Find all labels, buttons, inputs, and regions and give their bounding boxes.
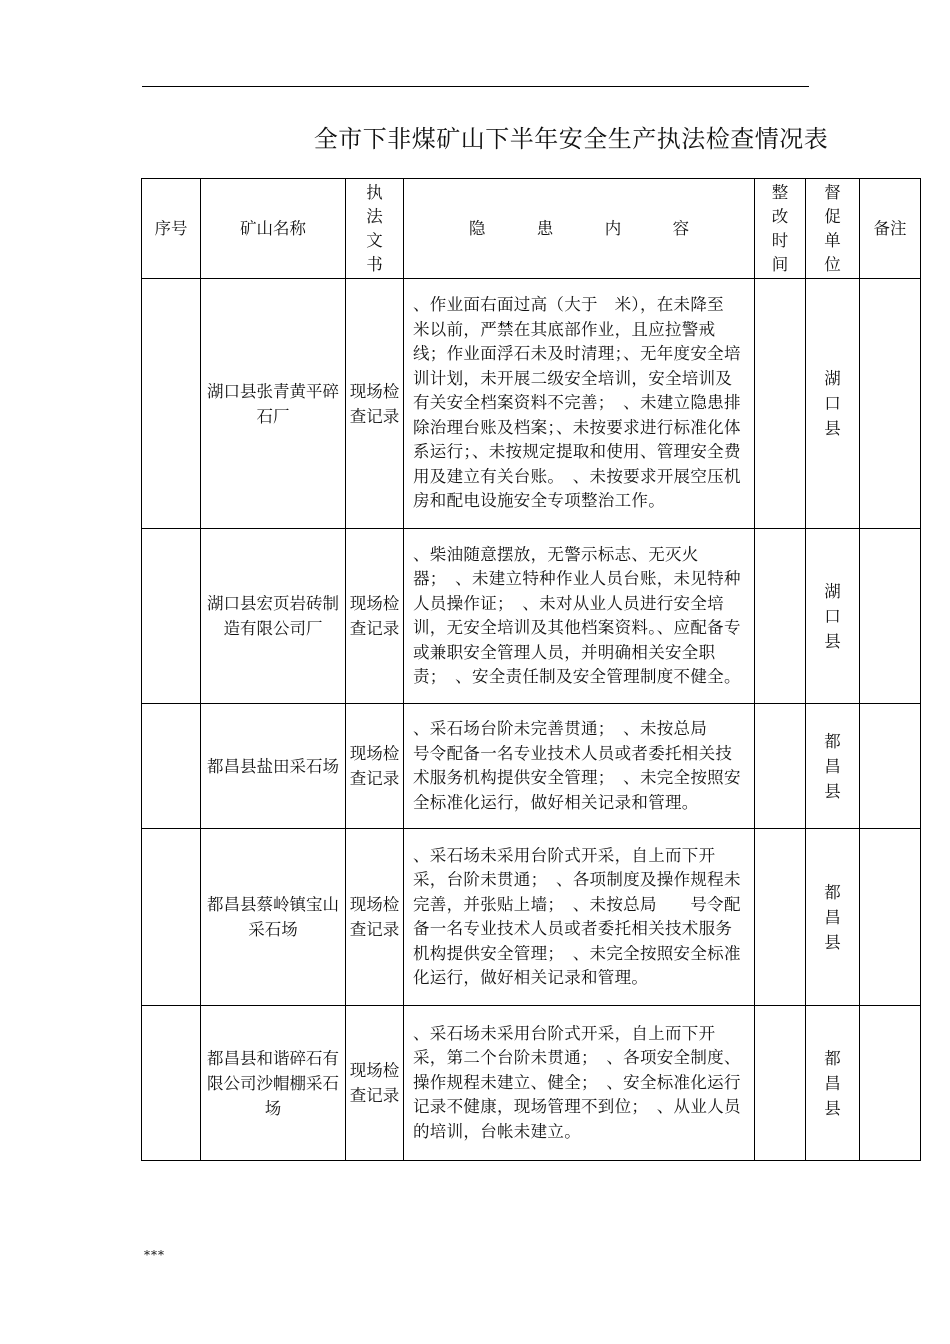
cell-doc [346, 279, 404, 529]
cell-note [860, 704, 921, 829]
cell-unit [806, 704, 860, 829]
cell-content: 、柴油随意摆放，无警示标志、无灭火器； 、未建立特种作业人员台账，未见特种人员操作证； 、未对从业人员进行安全培训，无安全培训及其他档案资料。、应配备专或兼职安全管理人员，并明确相关安全职责； 、安全责任制及安全管理制度不健全。 [404, 529, 755, 704]
footer-mark: *** [144, 1248, 165, 1262]
table-row [142, 704, 921, 829]
cell-content: 、采石场未采用台阶式开采，自上而下开采，第二个台阶未贯通； 、各项安全制度、操作规程未建立、健全； 、安全标准化运行记录不健康，现场管理不到位； 、从业人员的培训，台帐未建立。 [404, 1006, 755, 1161]
inspection-table [141, 178, 921, 1161]
header-doc-label: 执法文书 [366, 182, 383, 274]
table-row [142, 529, 921, 704]
cell-content: 、采石场台阶未完善贯通； 、未按总局 号令配备一名专业技术人员或者委托相关技术服务机构提供安全管理； 、未完全按照安全标准化运行，做好相关记录和管理。 [404, 704, 755, 829]
cell-content: 、作业面右面过高（大于 米），在未降至 米以前，严禁在其底部作业，且应拉警戒线；作业面浮石未及时清理；、无年度安全培训计划，未开展二级安全培训，安全培训及有关安全档案资料不完善； 、未建立隐患排除治理台账及档案；、未按要求进行标准化体系运行；、未按规定提取和使用、管理安全费用及建立有关台账。 、未按要求开展空压机房和配电设施安全专项整治工作。 [404, 279, 755, 529]
cell-deadline [755, 829, 806, 1006]
cell-mine-name: 都昌县盐田采石场 [201, 704, 346, 829]
cell-deadline [755, 279, 806, 529]
page-title: 全市下非煤矿山下半年安全生产执法检查情况表 [313, 125, 829, 153]
table-row [142, 829, 921, 1006]
cell-seq [142, 1006, 201, 1161]
header-content-label: 隐 患 内 容 [468, 218, 713, 238]
header-unit [806, 179, 860, 279]
cell-unit-text: 都昌县 [824, 731, 841, 801]
cell-unit-text: 湖口县 [824, 369, 841, 438]
cell-seq [142, 529, 201, 704]
cell-mine-name: 都昌县蔡岭镇宝山采石场 [201, 829, 346, 1006]
cell-doc-text: 现场检查记录 [349, 381, 400, 426]
cell-doc [346, 704, 404, 829]
cell-deadline [755, 1006, 806, 1161]
header-seq: 序号 [142, 179, 201, 279]
cell-doc [346, 1006, 404, 1161]
cell-unit [806, 279, 860, 529]
cell-note [860, 529, 921, 704]
cell-note [860, 1006, 921, 1161]
cell-doc-text: 现场检查记录 [349, 594, 400, 638]
cell-mine-name: 湖口县宏页岩砖制造有限公司厂 [201, 529, 346, 704]
cell-unit-text: 都昌县 [824, 882, 841, 952]
cell-note [860, 279, 921, 529]
cell-unit-text: 都昌县 [824, 1048, 841, 1118]
cell-doc-text: 现场检查记录 [349, 744, 400, 788]
cell-mine-name: 湖口县张青黄平碎石厂 [201, 279, 346, 529]
header-rule [142, 86, 809, 87]
cell-doc [346, 829, 404, 1006]
header-doc [346, 179, 404, 279]
cell-mine-name: 都昌县和谐碎石有限公司沙帽棚采石场 [201, 1006, 346, 1161]
table-header-row [142, 179, 921, 279]
header-note: 备注 [860, 179, 921, 279]
cell-unit-text: 湖口县 [824, 581, 841, 651]
cell-doc-text: 现场检查记录 [349, 895, 400, 939]
cell-content: 、采石场未采用台阶式开采，自上而下开采，台阶未贯通； 、各项制度及操作规程未完善，并张贴上墙； 、未按总局 号令配备一名专业技术人员或者委托相关技术服务机构提供安全管理； 、未完全按照安全标准化运行，做好相关记录和管理。 [404, 829, 755, 1006]
cell-seq [142, 704, 201, 829]
cell-seq [142, 829, 201, 1006]
header-unit-label: 督促单位 [824, 182, 841, 274]
cell-unit [806, 829, 860, 1006]
cell-doc [346, 529, 404, 704]
cell-deadline [755, 529, 806, 704]
header-deadline-label: 整改时间 [771, 182, 789, 274]
header-content [404, 179, 755, 279]
header-mine-name: 矿山名称 [201, 179, 346, 279]
header-deadline [755, 179, 806, 279]
cell-seq [142, 279, 201, 529]
cell-doc-text: 现场检查记录 [349, 1061, 400, 1105]
cell-note [860, 829, 921, 1006]
cell-unit [806, 1006, 860, 1161]
cell-deadline [755, 704, 806, 829]
table-row [142, 1006, 921, 1161]
table-row [142, 279, 921, 529]
cell-unit [806, 529, 860, 704]
